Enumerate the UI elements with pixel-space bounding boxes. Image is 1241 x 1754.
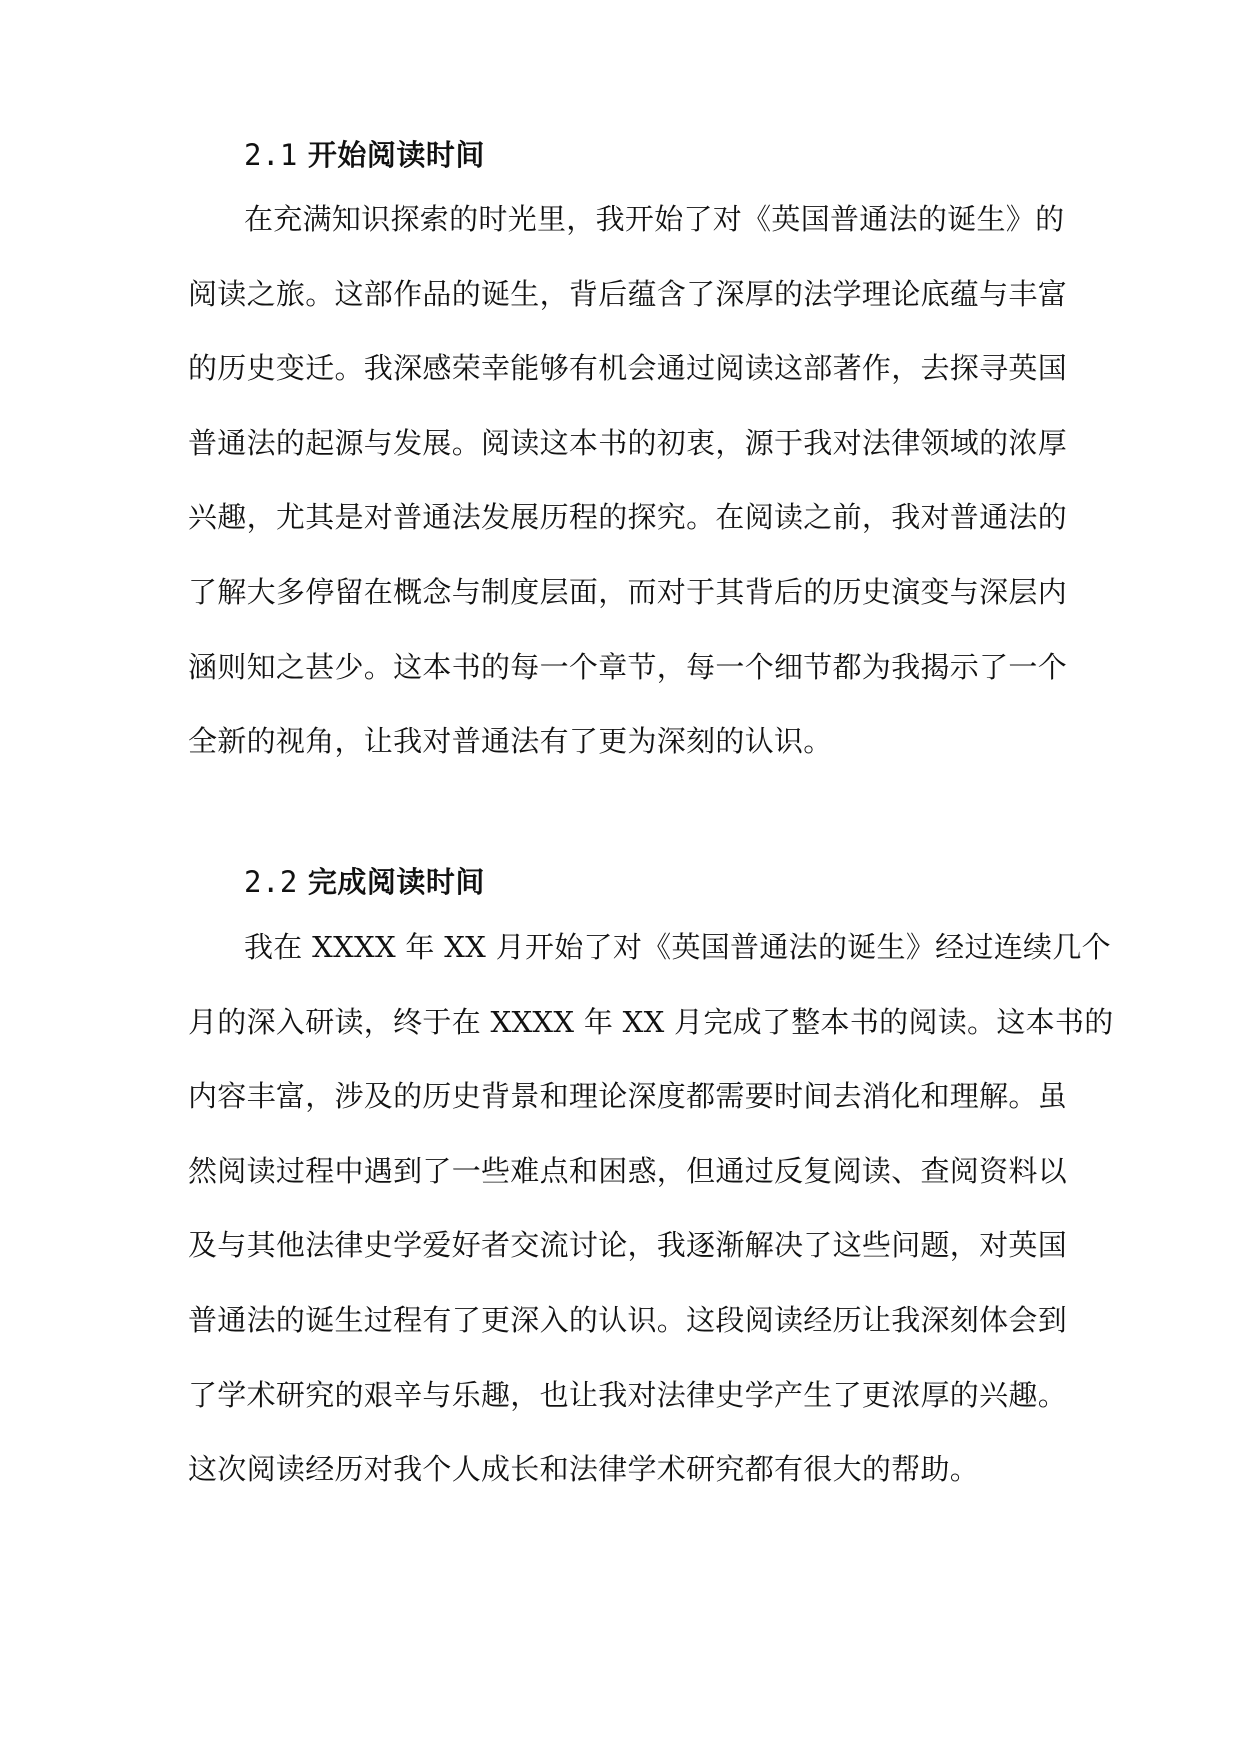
section-title: 完成阅读时间 [307,865,485,899]
paragraph-line: 普通法的诞生过程有了更深入的认识。这段阅读经历让我深刻体会到 [188,1302,1068,1337]
paragraph-line: 涵则知之甚少。这本书的每一个章节，每一个细节都为我揭示了一个 [188,649,1068,684]
paragraph-line: 在充满知识探索的时光里，我开始了对《英国普通法的诞生》的 [244,202,1065,236]
paragraph-line: 我在 XXXX 年 XX 月开始了对《英国普通法的诞生》经过连续几个 [244,930,1111,964]
section-number: 2.1 [244,138,298,172]
paragraph-line: 月的深入研读，终于在 XXXX 年 XX 月完成了整本书的阅读。这本书的 [188,1004,1114,1039]
paragraph-line: 全新的视角，让我对普通法有了更为深刻的认识。 [188,724,833,759]
paragraph-line: 内容丰富，涉及的历史背景和理论深度都需要时间去消化和理解。虽 [188,1079,1068,1114]
section-2-2-paragraph [188,910,1114,1507]
section-title: 开始阅读时间 [307,138,485,172]
paragraph-line: 了解大多停留在概念与制度层面，而对于其背后的历史演变与深层内 [188,574,1068,609]
paragraph-line: 的历史变迁。我深感荣幸能够有机会通过阅读这部著作，去探寻英国 [188,351,1068,386]
section-heading-2-2 [244,862,485,902]
section-heading-2-1 [244,135,485,175]
section-number: 2.2 [244,865,298,899]
paragraph-line: 兴趣，尤其是对普通法发展历程的探究。在阅读之前，我对普通法的 [188,500,1068,535]
paragraph-line: 阅读之旅。这部作品的诞生，背后蕴含了深厚的法学理论底蕴与丰富 [188,276,1068,311]
section-2-1-paragraph [188,182,1067,779]
paragraph-line: 了学术研究的艰辛与乐趣，也让我对法律史学产生了更浓厚的兴趣。 [188,1377,1068,1412]
paragraph-line: 普通法的起源与发展。阅读这本书的初衷，源于我对法律领域的浓厚 [188,425,1068,460]
paragraph-line: 然阅读过程中遇到了一些难点和困惑，但通过反复阅读、查阅资料以 [188,1153,1068,1188]
paragraph-line: 及与其他法律史学爱好者交流讨论，我逐渐解决了这些问题，对英国 [188,1228,1068,1263]
paragraph-line: 这次阅读经历对我个人成长和法律学术研究都有很大的帮助。 [188,1452,980,1487]
